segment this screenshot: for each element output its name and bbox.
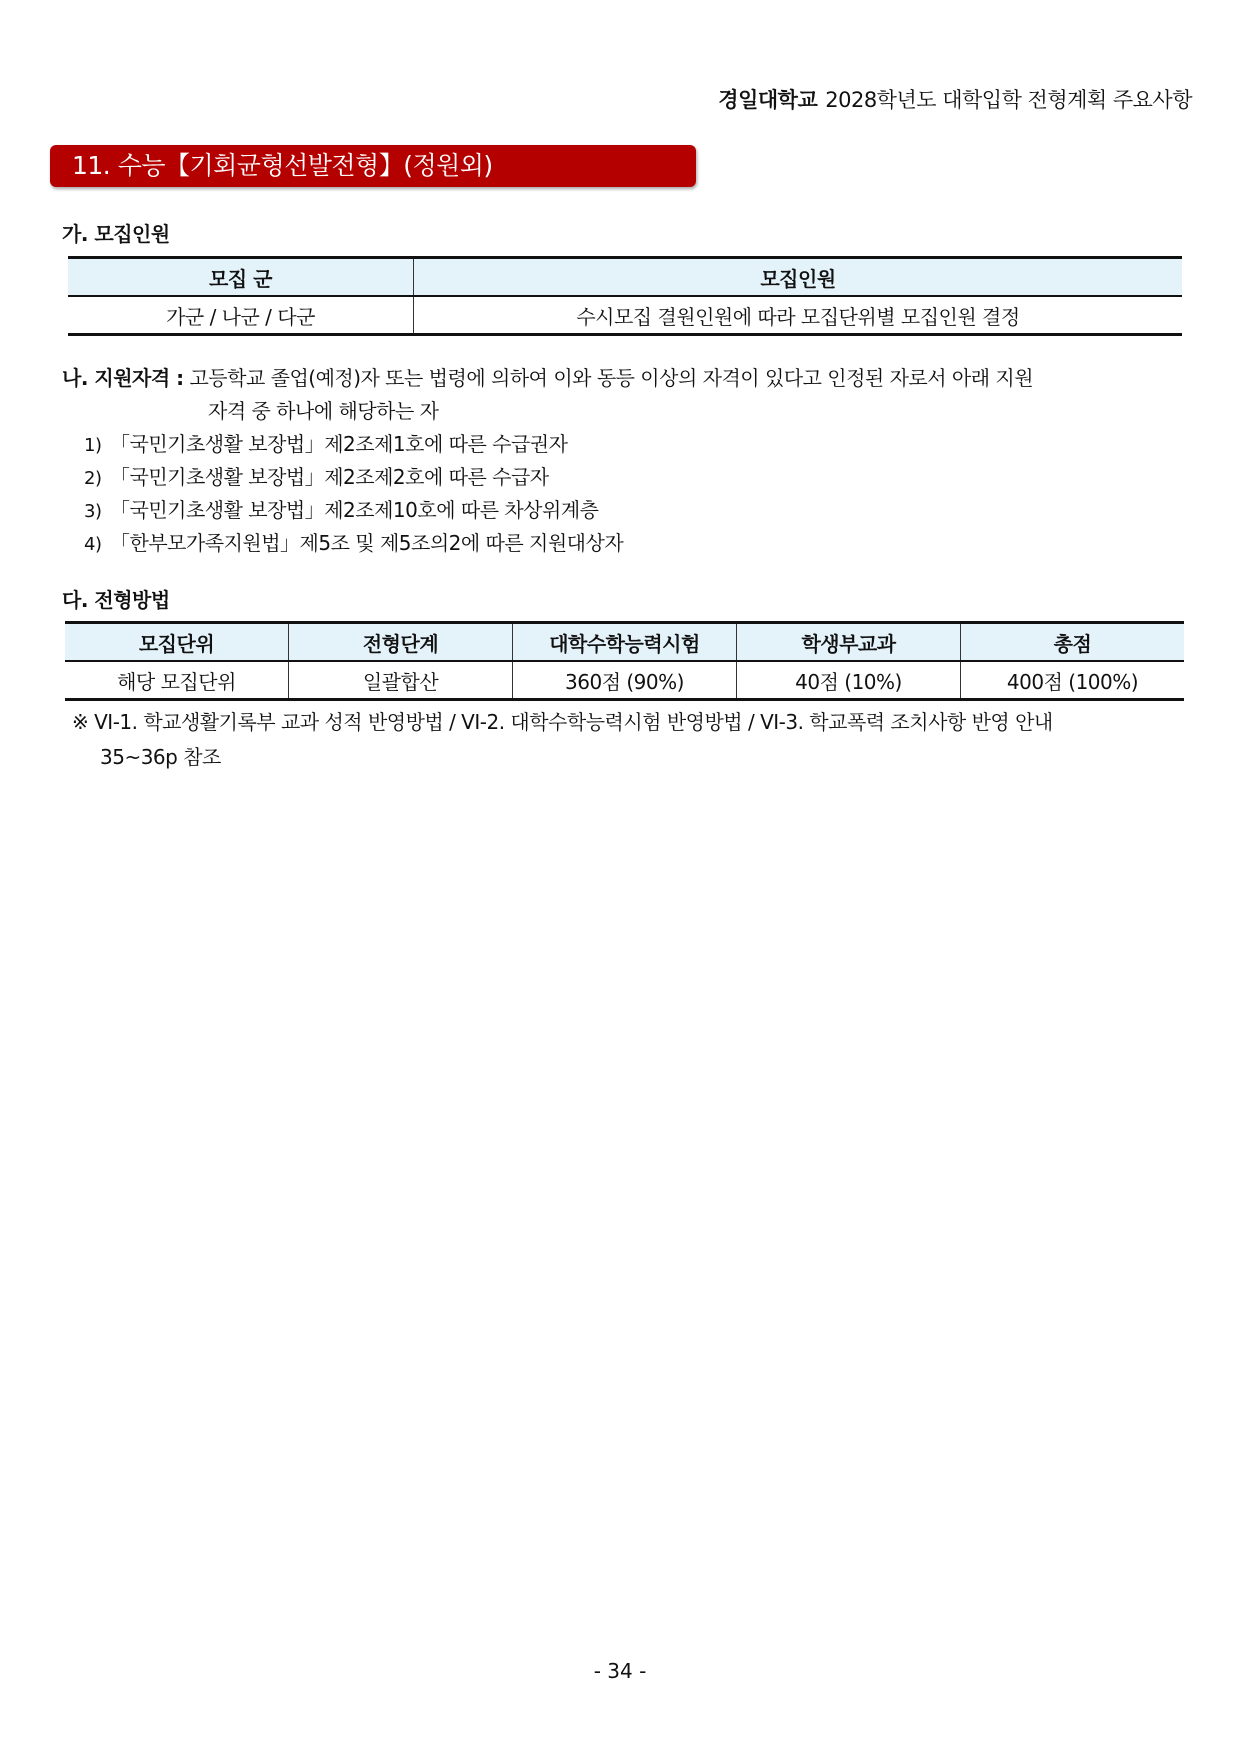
page-number: - 34 - bbox=[593, 1659, 647, 1683]
list-item-number: 1) bbox=[84, 435, 102, 456]
table-cell: 가군 / 나군 / 다군 bbox=[68, 296, 414, 335]
selection-method-table bbox=[65, 621, 1184, 701]
selection-heading: 다. 전형방법 bbox=[62, 588, 170, 612]
column-header: 모집 군 bbox=[68, 258, 414, 297]
column-header: 모집단위 bbox=[65, 623, 289, 662]
column-header: 총점 bbox=[961, 623, 1185, 662]
table-row bbox=[68, 296, 1182, 335]
column-header: 대학수학능력시험 bbox=[513, 623, 737, 662]
list-item-number: 4) bbox=[84, 534, 102, 555]
qualification-text-continued: 자격 중 하나에 해당하는 자 bbox=[208, 399, 439, 423]
list-item-text: 「한부모가족지원법」제5조 및 제5조의2에 따른 지원대상자 bbox=[110, 531, 624, 555]
recruitment-table bbox=[68, 256, 1182, 336]
qualification-line bbox=[62, 362, 1033, 391]
table-cell: 360점 (90%) bbox=[513, 661, 737, 700]
table-cell: 수시모집 결원인원에 따라 모집단위별 모집인원 결정 bbox=[414, 296, 1183, 335]
recruitment-heading: 가. 모집인원 bbox=[62, 222, 170, 246]
table-cell: 400점 (100%) bbox=[961, 661, 1185, 700]
column-header: 전형단계 bbox=[289, 623, 513, 662]
list-item bbox=[84, 494, 598, 523]
list-item-number: 2) bbox=[84, 468, 102, 489]
list-item-number: 3) bbox=[84, 501, 102, 522]
university-name: 경일대학교 bbox=[718, 88, 818, 112]
list-item-text: 「국민기초생활 보장법」제2조제10호에 따른 차상위계층 bbox=[110, 498, 599, 522]
qualification-text: 고등학교 졸업(예정)자 또는 법령에 의하여 이와 동등 이상의 자격이 있다고 인정된 자로서 아래 지원 bbox=[189, 366, 1034, 390]
table-row bbox=[65, 661, 1184, 700]
column-header: 모집인원 bbox=[414, 258, 1183, 297]
section-title-banner: 11. 수능【기회균형선발전형】(정원외) bbox=[50, 145, 696, 187]
reference-note-continued: 35~36p 참조 bbox=[100, 745, 221, 769]
column-header: 학생부교과 bbox=[737, 623, 961, 662]
list-item-text: 「국민기초생활 보장법」제2조제2호에 따른 수급자 bbox=[110, 465, 549, 489]
list-item-text: 「국민기초생활 보장법」제2조제1호에 따른 수급권자 bbox=[110, 432, 568, 456]
list-item bbox=[84, 527, 623, 556]
table-cell: 40점 (10%) bbox=[737, 661, 961, 700]
table-cell: 해당 모집단위 bbox=[65, 661, 289, 700]
table-cell: 일괄합산 bbox=[289, 661, 513, 700]
document-header bbox=[718, 84, 1192, 114]
list-item bbox=[84, 428, 567, 457]
list-item bbox=[84, 461, 549, 490]
qualification-label: 나. 지원자격 : bbox=[62, 366, 184, 390]
document-title: 2028학년도 대학입학 전형계획 주요사항 bbox=[825, 88, 1192, 112]
reference-note: ※ VI-1. 학교생활기록부 교과 성적 반영방법 / VI-2. 대학수학능력시험 반영방법 / VI-3. 학교폭력 조치사항 반영 안내 bbox=[72, 710, 1053, 734]
